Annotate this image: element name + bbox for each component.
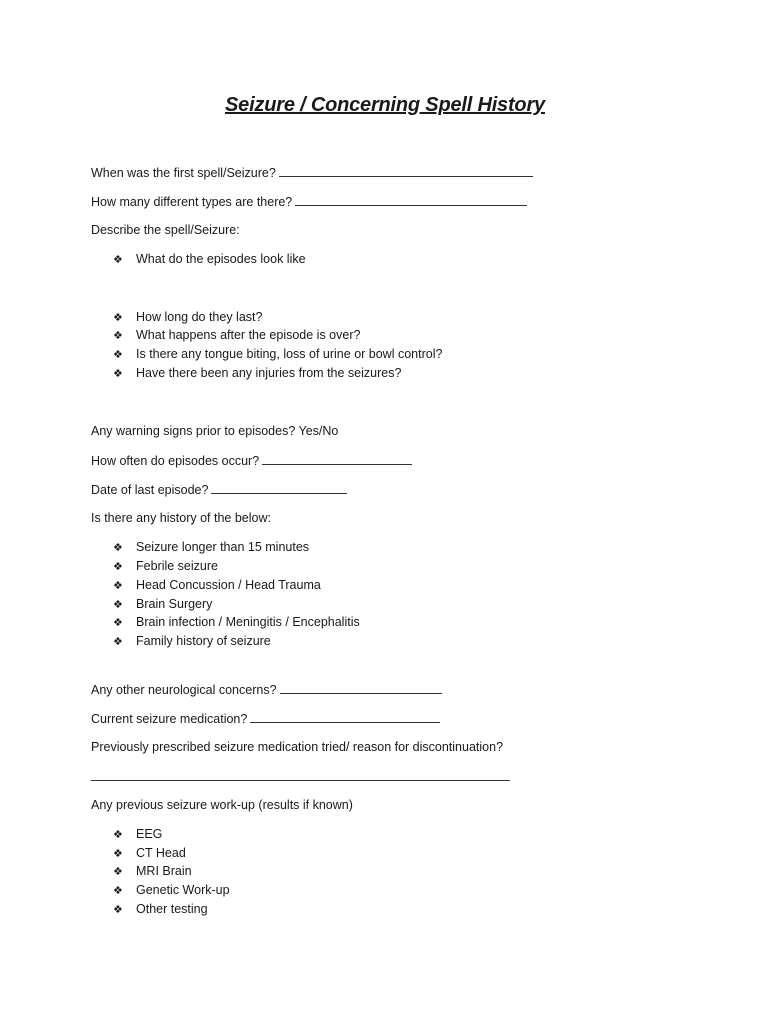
diamond-bullet-icon: ❖ — [113, 617, 123, 629]
describe-item-label: Have there been any injuries from the seizures? — [136, 366, 402, 380]
question-first-spell-label: When was the first spell/Seizure? — [91, 166, 276, 180]
describe-item-label: Is there any tongue biting, loss of urine or bowl control? — [136, 347, 443, 361]
workup-item-1 — [113, 826, 162, 843]
diamond-bullet-icon: ❖ — [113, 542, 123, 554]
how-often-answer-line[interactable] — [262, 452, 412, 465]
workup-item-label: Other testing — [136, 902, 208, 916]
form-title: Seizure / Concerning Spell History — [225, 94, 545, 116]
workup-item-label: Genetic Work-up — [136, 883, 230, 897]
question-neuro-label: Any other neurological concerns? — [91, 683, 277, 697]
diamond-bullet-icon: ❖ — [113, 349, 123, 361]
describe-item-4 — [113, 346, 442, 363]
history-item-3 — [113, 577, 321, 594]
history-item-1 — [113, 539, 309, 556]
diamond-bullet-icon: ❖ — [113, 254, 123, 266]
first-spell-answer-line[interactable] — [279, 164, 533, 177]
previous-med-answer-row — [91, 768, 510, 785]
describe-item-1 — [113, 251, 306, 268]
history-item-label: Head Concussion / Head Trauma — [136, 578, 321, 592]
question-last-episode-label: Date of last episode? — [91, 483, 209, 497]
diamond-bullet-icon: ❖ — [113, 829, 123, 841]
diamond-bullet-icon: ❖ — [113, 885, 123, 897]
workup-item-5 — [113, 901, 208, 918]
history-item-2 — [113, 558, 218, 575]
history-item-label: Brain Surgery — [136, 597, 213, 611]
current-med-answer-line[interactable] — [250, 710, 440, 723]
workup-item-label: CT Head — [136, 846, 186, 860]
describe-item-5 — [113, 365, 401, 382]
history-item-5 — [113, 614, 360, 631]
question-types-label: How many different types are there? — [91, 195, 293, 209]
describe-item-label: What do the episodes look like — [136, 252, 306, 266]
history-item-label: Seizure longer than 15 minutes — [136, 540, 310, 554]
question-workup: Any previous seizure work-up (results if known) — [91, 798, 353, 812]
question-neuro — [91, 681, 442, 698]
question-history: Is there any history of the below: — [91, 511, 271, 525]
question-previous-med: Previously prescribed seizure medication tried/ reason for discontinuation? — [91, 740, 504, 754]
history-item-label: Family history of seizure — [136, 634, 271, 648]
workup-item-3 — [113, 863, 192, 880]
workup-item-label: MRI Brain — [136, 864, 192, 878]
history-item-label: Brain infection / Meningitis / Encephalitis — [136, 615, 360, 629]
question-current-med — [91, 710, 440, 727]
workup-item-2 — [113, 845, 186, 862]
previous-med-answer-line[interactable] — [91, 768, 510, 781]
question-how-often-label: How often do episodes occur? — [91, 454, 260, 468]
diamond-bullet-icon: ❖ — [113, 580, 123, 592]
history-item-label: Febrile seizure — [136, 559, 218, 573]
describe-item-label: How long do they last? — [136, 310, 263, 324]
diamond-bullet-icon: ❖ — [113, 866, 123, 878]
describe-item-label: What happens after the episode is over? — [136, 328, 361, 342]
diamond-bullet-icon: ❖ — [113, 848, 123, 860]
question-how-often — [91, 452, 412, 469]
question-warning: Any warning signs prior to episodes? Yes/No — [91, 424, 339, 438]
diamond-bullet-icon: ❖ — [113, 599, 123, 611]
question-types — [91, 193, 527, 210]
types-answer-line[interactable] — [295, 193, 527, 206]
diamond-bullet-icon: ❖ — [113, 368, 123, 380]
question-last-episode — [91, 481, 347, 498]
describe-item-3 — [113, 327, 360, 344]
workup-item-label: EEG — [136, 827, 163, 841]
neuro-answer-line[interactable] — [280, 681, 442, 694]
diamond-bullet-icon: ❖ — [113, 904, 123, 916]
diamond-bullet-icon: ❖ — [113, 561, 123, 573]
describe-item-2 — [113, 309, 262, 326]
history-item-6 — [113, 633, 271, 650]
history-item-4 — [113, 596, 212, 613]
question-current-med-label: Current seizure medication? — [91, 712, 248, 726]
workup-item-4 — [113, 882, 230, 899]
diamond-bullet-icon: ❖ — [113, 330, 123, 342]
question-describe: Describe the spell/Seizure: — [91, 223, 240, 237]
question-first-spell — [91, 164, 533, 181]
last-episode-answer-line[interactable] — [211, 481, 347, 494]
diamond-bullet-icon: ❖ — [113, 312, 123, 324]
diamond-bullet-icon: ❖ — [113, 636, 123, 648]
